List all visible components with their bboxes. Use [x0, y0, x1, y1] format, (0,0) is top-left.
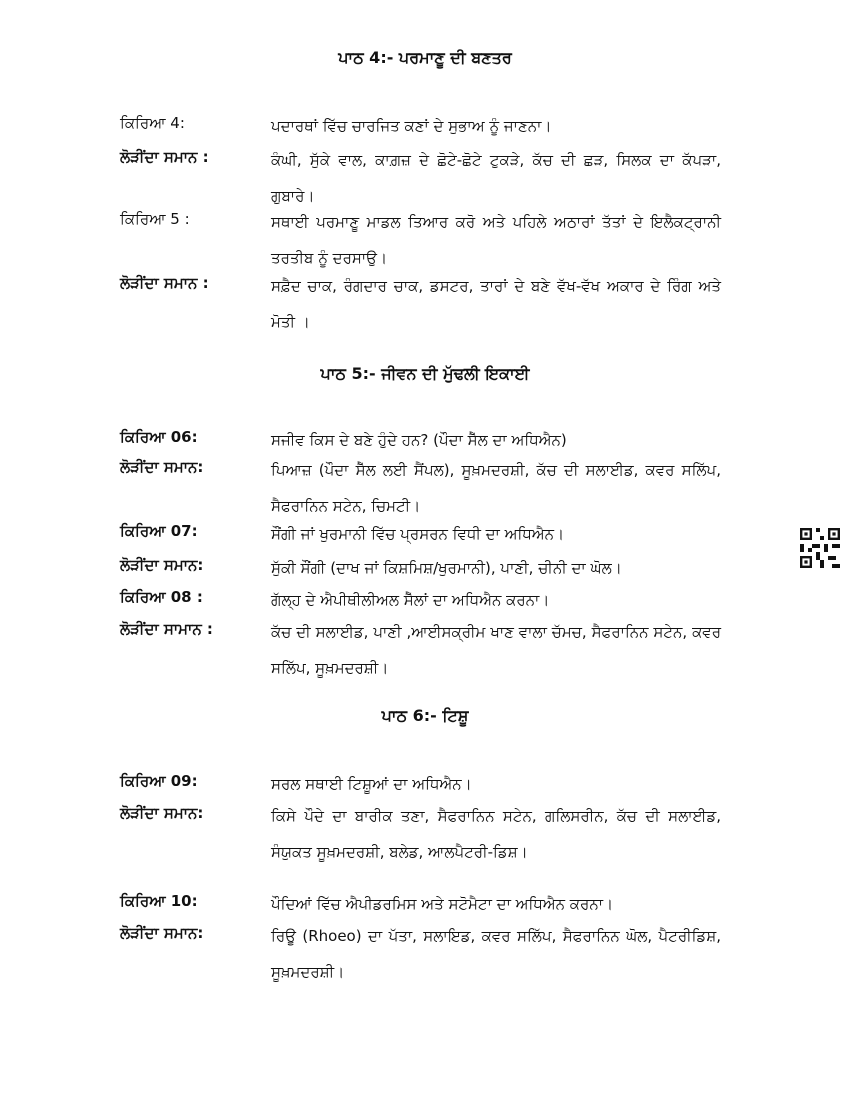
materials-text: ਪਿਆਜ਼ (ਪੌਦਾ ਸੈੱਲ ਲਈ ਸੈਂਪਲ), ਸੂਖ਼ਮਦਰਸ਼ੀ, ਕੱਚ ਦੀ ਸਲਾਈਡ, ਕਵਰ ਸਲਿੱਪ, ਸੈਫਰਾਨਿਨ ਸਟੇਨ, ਚਿਮਟੀ। [271, 461, 721, 515]
materials-label: ਲੋੜੀਂਦਾ ਸਮਾਨ: [120, 556, 204, 574]
activity-text: ਸੌਂਗੀ ਜਾਂ ਖੁਰਮਾਨੀ ਵਿੱਚ ਪ੍ਰਸਰਨ ਵਿਧੀ ਦਾ ਅਧਿਐਨ। [271, 525, 565, 543]
activity-label: ਕਿਰਿਆ 5 : [120, 210, 190, 228]
activity-text: ਗੱਲ੍ਹ ਦੇ ਐਪੀਥੀਲੀਅਲ ਸੈੱਲਾਂ ਦਾ ਅਧਿਐਨ ਕਰਨਾ। [271, 591, 550, 609]
activity-text: ਪਦਾਰਥਾਂ ਵਿੱਚ ਚਾਰਜਿਤ ਕਣਾਂ ਦੇ ਸੁਭਾਅ ਨੂੰ ਜਾਣਨਾ। [271, 117, 552, 135]
section-heading-4: ਪਾਠ 4:- ਪਰਮਾਣੂ ਦੀ ਬਣਤਰ [338, 48, 512, 67]
activity-text: ਸਜੀਵ ਕਿਸ ਦੇ ਬਣੇ ਹੁੰਦੇ ਹਨ? (ਪੌਦਾ ਸੈੱਲ ਦਾ ਅਧਿਐਨ) [271, 431, 567, 449]
materials-text: ਕਿਸੇ ਪੌਦੇ ਦਾ ਬਾਰੀਕ ਤਣਾ, ਸੈਫਰਾਨਿਨ ਸਟੇਨ, ਗਲਿਸਰੀਨ, ਕੱਚ ਦੀ ਸਲਾਈਡ, ਸੰਯੁਕਤ ਸੂਖ਼ਮਦਰਸ਼ੀ, ਬਲੇਡ, ਆਲਪੈਟਰੀ-ਡਿਸ਼। [271, 807, 721, 861]
activity-label: ਕਿਰਿਆ 08 : [120, 588, 203, 606]
activity-text: ਸਰਲ ਸਥਾਈ ਟਿਸ਼ੂਆਂ ਦਾ ਅਧਿਐਨ। [271, 775, 472, 793]
materials-label: ਲੋੜੀਂਦਾ ਸਮਾਨ : [120, 274, 209, 292]
activity-label: ਕਿਰਿਆ 4: [120, 114, 185, 132]
materials-label: ਲੋੜੀਂਦਾ ਸਮਾਨ: [120, 458, 204, 476]
materials-text: ਸਫ਼ੈਦ ਚਾਕ, ਰੰਗਦਾਰ ਚਾਕ, ਡਸਟਰ, ਤਾਰਾਂ ਦੇ ਬਣੇ ਵੱਖ-ਵੱਖ ਅਕਾਰ ਦੇ ਰਿੰਗ ਅਤੇ ਮੋਤੀ । [271, 277, 721, 331]
materials-text: ਕੰਘੀ, ਸੁੱਕੇ ਵਾਲ, ਕਾਗ਼ਜ਼ ਦੇ ਛੋਟੇ-ਛੋਟੇ ਟੁਕੜੇ, ਕੱਚ ਦੀ ਛੜ, ਸਿਲਕ ਦਾ ਕੱਪੜਾ, ਗੁਬਾਰੇ। [271, 151, 721, 205]
materials-label: ਲੋੜੀਂਦਾ ਸਮਾਨ: [120, 804, 204, 822]
activity-label: ਕਿਰਿਆ 09: [120, 772, 198, 790]
section-heading-6: ਪਾਠ 6:- ਟਿਸ਼ੂ [381, 706, 469, 725]
activity-label: ਕਿਰਿਆ 07: [120, 522, 198, 540]
section-heading-5: ਪਾਠ 5:- ਜੀਵਨ ਦੀ ਮੁੱਢਲੀ ਇਕਾਈ [320, 364, 530, 383]
materials-text: ਸੁੱਕੀ ਸੌਂਗੀ (ਦਾਖ ਜਾਂ ਕਿਸ਼ਮਿਸ਼/ਖੁਰਮਾਨੀ), ਪਾਣੀ, ਚੀਨੀ ਦਾ ਘੋਲ। [271, 559, 622, 577]
activity-text: ਸਥਾਈ ਪਰਮਾਣੂ ਮਾਡਲ ਤਿਆਰ ਕਰੋ ਅਤੇ ਪਹਿਲੇ ਅਠਾਰਾਂ ਤੱਤਾਂ ਦੇ ਇਲੈਕਟ੍ਰਾਨੀ ਤਰਤੀਬ ਨੂੰ ਦਰਸਾਉ। [271, 213, 721, 267]
materials-text: ਰਿਊ (Rhoeo) ਦਾ ਪੱਤਾ, ਸਲਾਇਡ, ਕਵਰ ਸਲਿੱਪ, ਸੈਫਰਾਨਿਨ ਘੋਲ, ਪੈਟਰੀਡਿਸ਼, ਸੂਖ਼ਮਦਰਸ਼ੀ। [271, 927, 721, 981]
materials-label: ਲੋੜੀਂਦਾ ਸਮਾਨ: [120, 924, 204, 942]
qr-code-icon [800, 528, 840, 568]
materials-text: ਕੱਚ ਦੀ ਸਲਾਈਡ, ਪਾਣੀ ,ਆਈਸਕ੍ਰੀਮ ਖਾਣ ਵਾਲਾ ਚੱਮਚ, ਸੈਫਰਾਨਿਨ ਸਟੇਨ, ਕਵਰ ਸਲਿੱਪ, ਸੂਖ਼ਮਦਰਸ਼ੀ। [271, 623, 721, 677]
activity-label: ਕਿਰਿਆ 06: [120, 428, 198, 446]
activity-label: ਕਿਰਿਆ 10: [120, 892, 198, 910]
materials-label: ਲੋੜੀਂਦਾ ਸਾਮਾਨ : [120, 620, 213, 638]
materials-label: ਲੋੜੀਂਦਾ ਸਮਾਨ : [120, 148, 209, 166]
activity-text: ਪੌਦਿਆਂ ਵਿੱਚ ਐਪੀਡਰਮਿਸ ਅਤੇ ਸਟੋਮੈਟਾ ਦਾ ਅਧਿਐਨ ਕਰਨਾ। [271, 895, 614, 913]
